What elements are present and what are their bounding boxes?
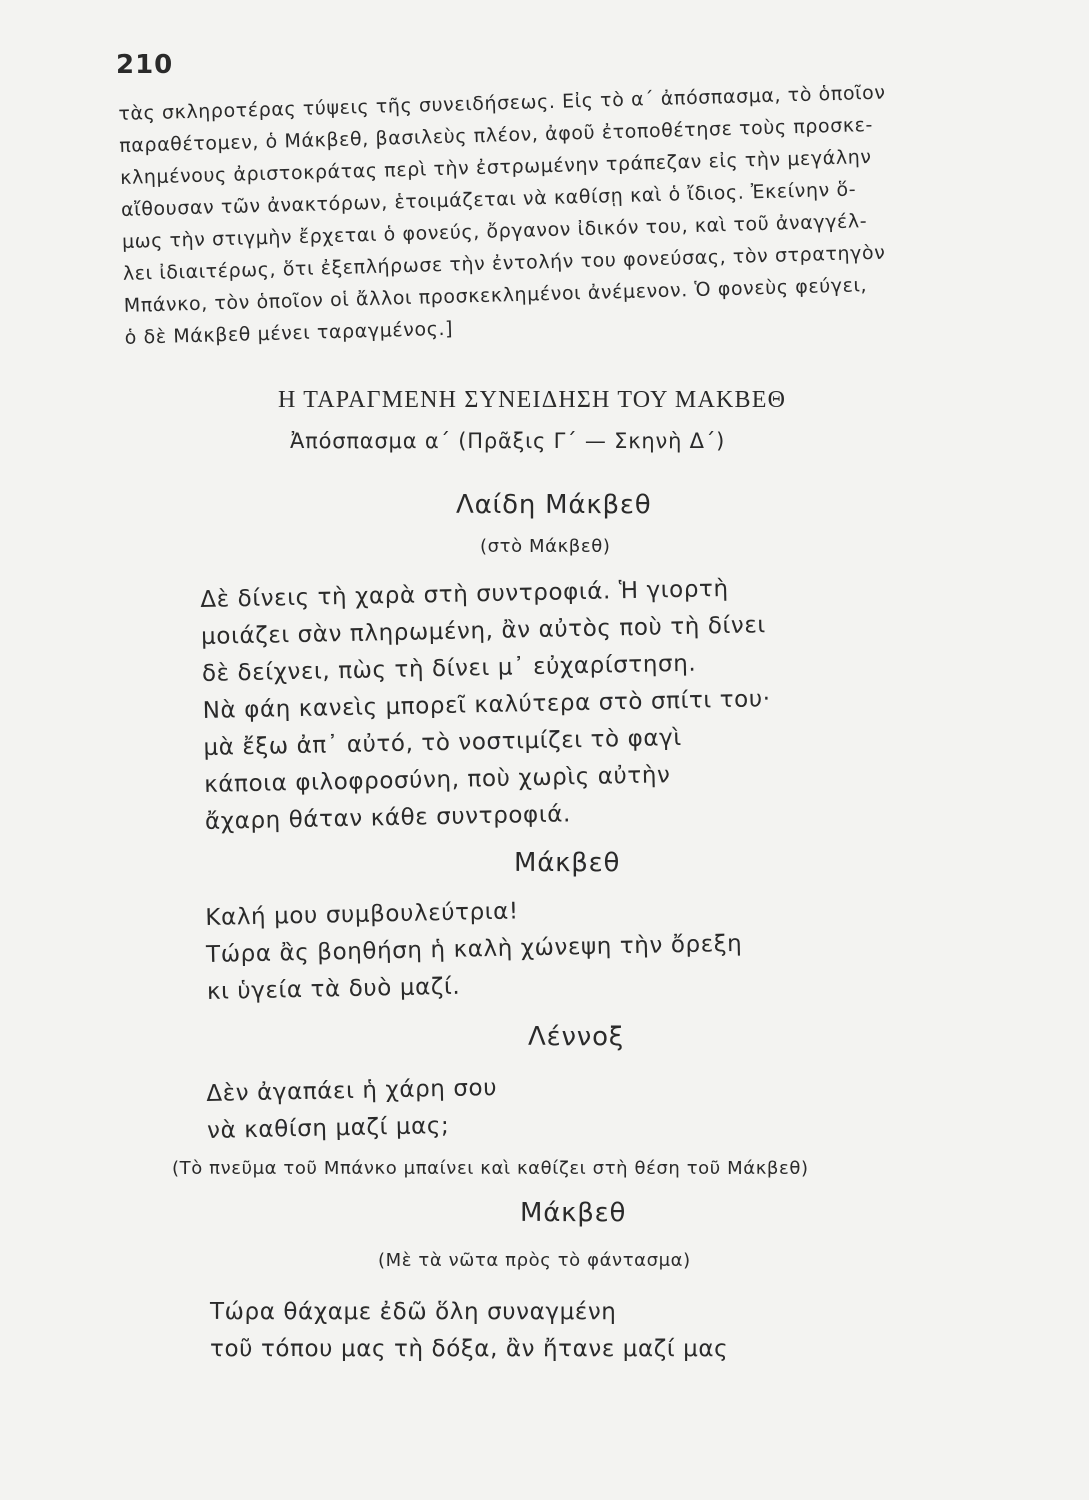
section-title: Η ΤΑΡΑΓΜΕΝΗ ΣΥΝΕΙΔΗΣΗ ΤΟΥ ΜΑΚΒΕΘ: [278, 387, 787, 413]
verse-line: Δὲν ἀγαπάει ἡ χάρη σου: [206, 1074, 498, 1107]
verse-block-macbeth: [205, 889, 743, 1011]
speaker-macbeth: Μάκβεθ: [514, 848, 621, 878]
intro-line: Μπάνκο, τὸν ὁποῖον οἱ ἄλλοι προσκεκλημένοι ἀνέμενον. Ὁ φονεὺς φεύγει,: [123, 274, 868, 317]
verse-line: τοῦ τόπου μας τὴ δόξα, ἂν ἤτανε μαζί μας: [210, 1336, 729, 1362]
verse-line: κάποια φιλοφροσύνη, ποὺ χωρὶς αὐτὴν: [203, 762, 671, 798]
verse-line: ἄχαρη θάταν κάθε συντροφιά.: [204, 801, 572, 835]
verse-line: δὲ δείχνει, πὼς τὴ δίνει μ᾽ εὐχαρίστηση.: [201, 650, 697, 687]
intro-line: τὰς σκληροτέρας τύψεις τῆς συνειδήσεως. Εἰς τὸ α΄ ἀπόσπασμα, τὸ ὁποῖον: [118, 81, 886, 125]
intro-line: ὁ δὲ Μάκβεθ μένει ταραγμένος.]: [124, 317, 454, 349]
verse-line: μοιάζει σὰν πληρωμένη, ἂν αὐτὸς ποὺ τὴ δίνει: [200, 612, 767, 650]
intro-line: μως τὴν στιγμὴν ἔρχεται ὁ φονεύς, ὄργανον ἰδικόν του, καὶ τοῦ ἀναγγέλ-: [121, 210, 868, 253]
speaker-lennox: Λέννοξ: [528, 1022, 625, 1052]
stage-direction: (Τὸ πνεῦμα τοῦ Μπάνκο μπαίνει καὶ καθίζει στὴ θέση τοῦ Μάκβεθ): [172, 1158, 809, 1179]
verse-block-lennox: [206, 1070, 498, 1150]
verse-line: Δὲ δίνεις τὴ χαρὰ στὴ συντροφιά. Ἡ γιορτὴ: [200, 575, 729, 613]
intro-line: παραθέτομεν, ὁ Μάκβεθ, βασιλεὺς πλέον, ἀφοῦ ἐτοποθέτησε τοὺς προσκε-: [119, 113, 874, 157]
intro-line: λει ἰδιαιτέρως, ὅτι ἐξεπλήρωσε τὴν ἐντολήν του φονεύσας, τὸν στρατηγὸν: [122, 241, 886, 285]
verse-block-macbeth-2: [210, 1294, 728, 1368]
stage-direction: (Μὲ τὰ νῶτα πρὸς τὸ φάντασμα): [378, 1250, 691, 1271]
intro-paragraph: [118, 73, 1015, 354]
speaker-macbeth: Μάκβεθ: [520, 1198, 627, 1228]
verse-line: νὰ καθίση μαζί μας;: [206, 1112, 450, 1144]
verse-line: μὰ ἔξω ἀπ᾽ αὐτό, τὸ νοστιμίζει τὸ φαγὶ: [203, 724, 682, 761]
speaker-lady-macbeth: Λαίδη Μάκβεθ: [456, 490, 652, 520]
verse-line: κι ὑγεία τὰ δυὸ μαζί.: [206, 973, 461, 1005]
verse-line: Νὰ φάη κανεὶς μπορεῖ καλύτερα στὸ σπίτι του·: [202, 686, 771, 724]
verse-line: Τώρα ἂς βοηθήση ἡ καλὴ χώνεψη τὴν ὄρεξη: [205, 930, 743, 968]
page-number: 210: [116, 50, 174, 80]
section-subtitle: Ἀπόσπασμα α΄ (Πρᾶξις Γ΄ — Σκηνὴ Δ΄): [290, 429, 726, 453]
verse-block-lady-macbeth: [200, 570, 773, 841]
intro-line: αἴθουσαν τῶν ἀνακτόρων, ἑτοιμάζεται νὰ καθίσῃ καὶ ὁ ἴδιος. Ἐκείνην ὅ-: [120, 178, 857, 221]
intro-line: κλημένους ἀριστοκράτας περὶ τὴν ἐστρωμένην τράπεζαν εἰς τὴν μεγάλην: [119, 145, 872, 189]
verse-line: Τώρα θάχαμε ἐδῶ ὅλη συναγμένη: [210, 1299, 617, 1325]
verse-line: Καλή μου συμβουλεύτρια!: [205, 898, 519, 931]
stage-direction: (στὸ Μάκβεθ): [480, 536, 611, 557]
